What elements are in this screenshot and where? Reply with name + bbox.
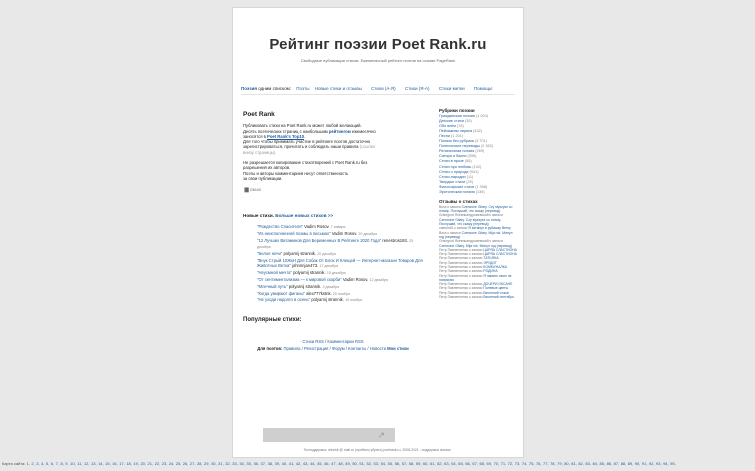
intro-line: Публиковать стихи на Poet Rank.ru может любой желающий. xyxy=(243,123,362,129)
page-link[interactable]: 5, xyxy=(45,461,50,466)
intro-line: зарегистрироваться, прочитать и соблюдать наши правила (ссылки xyxy=(243,144,375,150)
page-link[interactable]: 81, xyxy=(571,461,577,466)
page-link[interactable]: 66, xyxy=(465,461,471,466)
arrow-icon: ↗ xyxy=(377,430,385,440)
page-link[interactable]: 64, xyxy=(451,461,457,466)
page-link[interactable]: 94, xyxy=(663,461,669,466)
page-link[interactable]: 56, xyxy=(394,461,401,466)
page-link[interactable]: 10, xyxy=(70,461,76,466)
list-item[interactable]: Пейзажная лирика (432) xyxy=(439,129,483,134)
page-link[interactable]: 89, xyxy=(627,461,634,466)
page-link[interactable]: 17, xyxy=(119,461,125,466)
list-item[interactable]: Философские стихи (1 398) xyxy=(439,184,488,189)
list-item[interactable]: Эротическая поэзия (136) xyxy=(439,189,485,194)
list-item[interactable]: Религиозная поэзия (269) xyxy=(439,149,485,154)
page-link[interactable]: 24, xyxy=(168,461,175,466)
main-content xyxy=(243,108,423,352)
page-link[interactable]: 54, xyxy=(380,461,387,466)
page-link[interactable]: 4, xyxy=(41,461,45,466)
list-item: Петр Павленченко к записи ЦАРЯА СЛАСТИОНА xyxy=(439,247,517,252)
page-link[interactable]: 26, xyxy=(182,461,189,466)
list-item: "Не уходи надолго в осень" polyarnij strannik. 10 ноября xyxy=(257,297,362,303)
popular-poems-header: Популярные стихи: xyxy=(243,316,302,323)
page-link[interactable]: 68, xyxy=(479,461,486,466)
page-link[interactable]: 7, xyxy=(55,461,59,466)
page-link[interactable]: 50, xyxy=(352,461,358,466)
page-link[interactable]: 63, xyxy=(444,461,450,466)
nav-item-poets[interactable]: Поэты xyxy=(296,86,310,91)
list-item: "От сентиментализма — к мировой скорби" Vadim Rosov. 12 декабря xyxy=(257,276,389,282)
list-item: "Млечный путь" polyarnij strannik. 3 декабря xyxy=(257,283,340,289)
rss-poems-link[interactable]: Стихи RSS xyxy=(302,339,324,345)
list-item: vaksim16 к записи Я затянул в рубашку Ветку xyxy=(439,226,511,231)
intro-line: внизу страницы). xyxy=(243,149,277,155)
nav-item-za[interactable]: Стихи (Я-А) xyxy=(404,86,430,91)
page-link[interactable]: 91, xyxy=(641,461,648,466)
page-link[interactable]: 75, xyxy=(528,461,535,466)
list-item[interactable]: Стихи про любовь (102) xyxy=(439,164,482,169)
list-item: "Из неисполненной поэмы в письмах" Vadim Rosov. 20 декабря xyxy=(257,230,378,236)
site-map-pagination xyxy=(2,461,754,466)
list-item: "Белое ночи" polyarnij strannik. 20 декабря xyxy=(257,250,336,256)
page-link[interactable]: 30, xyxy=(211,461,217,466)
page-link[interactable]: 46, xyxy=(324,461,330,466)
list-item: Boss к записи Czerwone Gitary. Mija rok. Минул год (перевод) xyxy=(439,230,513,239)
page-link[interactable]: 90, xyxy=(634,461,641,466)
page-link[interactable]: 95, xyxy=(670,461,676,466)
page-link[interactable]: 92, xyxy=(648,461,655,466)
page-link[interactable]: 28, xyxy=(196,461,203,466)
page-link[interactable]: 11, xyxy=(77,461,83,466)
page-link[interactable]: 77, xyxy=(543,461,549,466)
pagination-list xyxy=(27,461,678,466)
page-link[interactable]: 67, xyxy=(472,461,478,466)
intro-text xyxy=(243,123,423,181)
nav-sep: одним списком: xyxy=(256,86,291,91)
page-link[interactable]: 9, xyxy=(65,461,69,466)
reviews-list xyxy=(439,205,517,300)
list-item: Петр Павленченко к записи Я память свою не напрягаю xyxy=(439,273,512,282)
page-link[interactable]: 79, xyxy=(557,461,563,466)
page-link[interactable]: 61, xyxy=(430,461,436,466)
page-link[interactable]: 12, xyxy=(83,461,90,466)
rubrics-list xyxy=(439,114,517,195)
page-link[interactable]: 39, xyxy=(274,461,281,466)
page-link[interactable]: 36, xyxy=(253,461,260,466)
notice-line: Не разрешается копирование стихотворений с Poet Rank.ru без xyxy=(243,160,368,166)
page-link[interactable]: 14, xyxy=(98,461,104,466)
sidebar xyxy=(439,108,517,299)
page-link[interactable]: 74, xyxy=(521,461,528,466)
page-link[interactable]: 2, xyxy=(31,461,35,466)
page-link[interactable]: 65, xyxy=(458,461,464,466)
page-link[interactable]: 49, xyxy=(345,461,351,466)
list-item: Петр Павленченко к записи ТАТЬЯНА xyxy=(439,256,499,261)
page-link[interactable]: 32, xyxy=(225,461,231,466)
page-link[interactable]: 88, xyxy=(620,461,627,466)
page-link[interactable]: 62, xyxy=(437,461,443,466)
page-link[interactable]: 84, xyxy=(592,461,599,466)
page-link[interactable]: 34, xyxy=(239,461,245,466)
page-link[interactable]: 52, xyxy=(366,461,373,466)
page-link[interactable]: 51, xyxy=(359,461,365,466)
list-item: Петр Павленченко к записи ДОЧЕРИ ОКСАНЕ xyxy=(439,282,513,287)
page-link[interactable]: 16, xyxy=(112,461,118,466)
intro-line: заносятся в Poet Rank's Top10. xyxy=(243,133,306,139)
list-item[interactable]: Детские стихи (35) xyxy=(439,119,472,124)
list-item[interactable]: Сатира и басни (396) xyxy=(439,154,477,159)
list-item[interactable]: Гражданская поэзия (1 004) xyxy=(439,114,488,119)
page-link[interactable]: 13, xyxy=(91,461,97,466)
list-item: "12 Лучших Витаминов Для Беременных В Рейтинге 2020 Года" renestros193. 25 декабря xyxy=(257,237,414,249)
rss-links: Стихи RSS / Комментарии RSS xyxy=(302,339,364,345)
chart-icon: ▐█ xyxy=(243,187,249,193)
page-link[interactable]: 55, xyxy=(387,461,394,466)
page-link[interactable]: 27, xyxy=(189,461,196,466)
list-item: Grisegord Ясевльандрсмевский к записи Czerwone Gitary. Czy słyszysz co mówię. Послушай, что скажу (перевод) xyxy=(439,213,503,227)
page-container xyxy=(232,7,524,458)
list-item: "Неусмной мечта" polyarnij strannik. 15 декабря xyxy=(257,269,346,275)
nav-item-new[interactable]: Новые стихи и отзывы xyxy=(314,86,362,91)
rating-link[interactable]: рейтингом xyxy=(328,128,351,134)
page-link[interactable]: 45, xyxy=(317,461,323,466)
page-link[interactable]: 43, xyxy=(302,461,309,466)
top10-link[interactable]: Poet Rank's Top10 xyxy=(267,133,305,139)
list-item[interactable]: Твердые стихи (29) xyxy=(439,179,473,184)
page-link[interactable]: 58, xyxy=(408,461,415,466)
page-link[interactable]: 37, xyxy=(260,461,267,466)
list-item[interactable]: Поэтические переводы (2 363) xyxy=(439,144,493,149)
page-link[interactable]: 93, xyxy=(656,461,662,466)
page-link[interactable]: 29, xyxy=(204,461,210,466)
page-link[interactable]: 47, xyxy=(331,461,337,466)
page-link[interactable]: 6, xyxy=(50,461,55,466)
page-link[interactable]: 40, xyxy=(281,461,288,466)
page-link[interactable]: 48, xyxy=(338,461,344,466)
page-link[interactable]: 73, xyxy=(514,461,521,466)
page-link[interactable]: 44, xyxy=(309,461,316,466)
notice-line: Поэты и авторы комментариев несут ответственность xyxy=(243,170,349,176)
page-link[interactable]: 41, xyxy=(288,461,295,466)
page-link[interactable]: 86, xyxy=(606,461,613,466)
intro-line: Для того чтобы принимать участие в рейтинге поэтов достаточно xyxy=(243,139,371,145)
page-link[interactable]: 18, xyxy=(126,461,132,466)
list-item[interactable]: Поэзия без рубрики (3 701) xyxy=(439,139,487,144)
nav-bar xyxy=(241,86,515,95)
page-link[interactable]: 15, xyxy=(105,461,111,466)
page-link[interactable]: 22, xyxy=(154,461,161,466)
page-link[interactable]: 20, xyxy=(140,461,147,466)
copyright: Техподдержка: rekvisit @ mail.ru (пробелы убрать) poetrank.ru, 2008-2021 - поддержка поэзии xyxy=(303,448,451,452)
page-link[interactable]: 82, xyxy=(578,461,584,466)
site-title: Рейтинг поэзии Poet Rank.ru xyxy=(269,36,487,53)
notice-line: разрешения их авторов. xyxy=(243,165,291,171)
page-link[interactable]: 78, xyxy=(550,461,556,466)
page-link[interactable]: 70, xyxy=(493,461,500,466)
page-link[interactable]: 83, xyxy=(585,461,591,466)
page-link[interactable]: 53, xyxy=(373,461,380,466)
page-link[interactable]: 1, xyxy=(26,461,30,466)
page-link[interactable]: 35, xyxy=(246,461,252,466)
page-link[interactable]: 76, xyxy=(535,461,542,466)
list-item[interactable]: Стихи о природе (941) xyxy=(439,169,479,174)
my-poems-link[interactable]: Мои стихи xyxy=(387,346,409,352)
notice-line: за свои публикации. xyxy=(243,175,283,181)
page-link[interactable]: 3, xyxy=(36,461,40,466)
visit-counter: ▐█ 23640 xyxy=(243,187,261,193)
page-link[interactable]: 31, xyxy=(218,461,224,466)
list-item: Петр Павленченко к записи Полевые цветы xyxy=(439,286,509,291)
page-link[interactable]: 59, xyxy=(415,461,422,466)
reviews-title: Отзывы о стихах xyxy=(439,198,478,204)
list-item[interactable]: Стихи в прозе (56) xyxy=(439,159,472,164)
for-authors: Для поэтов: Правила / Регистрация / Форум / Контакты / Новости Мои стихи xyxy=(257,346,409,352)
list-item[interactable]: Песни (1 201) xyxy=(439,134,464,139)
new-poems-list xyxy=(243,224,423,304)
page-link[interactable]: 42, xyxy=(295,461,302,466)
intro-line: Десять поэтических страниц с наибольшим рейтингом ежемесячно xyxy=(243,128,376,134)
list-item: Петр Павленченко к записи Весенний отзыв xyxy=(439,290,509,295)
site-subtitle: Свободные публикации стихов. Ежемесячный рейтинг поэтов на основе PageRank xyxy=(300,58,456,63)
authors-links[interactable]: Правила / Регистрация / Форум / Контакты / Новости xyxy=(283,346,386,352)
list-item[interactable]: Стихи-пародии (11) xyxy=(439,174,474,179)
list-item: Петр Павленченко к записи РОДИНА xyxy=(439,269,498,274)
footer-banner xyxy=(263,428,395,442)
page-link[interactable]: 80, xyxy=(564,461,570,466)
rubrics-title: Рубрики поэзии xyxy=(439,108,475,113)
page-link[interactable]: 69, xyxy=(486,461,493,466)
nav-selected[interactable]: Поэзия xyxy=(241,86,257,91)
page-link[interactable]: 72, xyxy=(507,461,514,466)
nav-item-help[interactable]: Помощь! xyxy=(473,86,493,91)
page-link[interactable]: 21, xyxy=(147,461,154,466)
page-link[interactable]: 57, xyxy=(401,461,408,466)
rss-comments-link[interactable]: Комментарии RSS xyxy=(327,339,364,345)
page-link[interactable]: 25, xyxy=(175,461,182,466)
more-new-poems-link[interactable]: Больше новых стихов >> xyxy=(275,212,334,218)
list-item[interactable]: Обо всём (78) xyxy=(439,124,464,129)
list-item: "Внук Стрый 10ЖкН Для Собак От Блох И Клещей — Интернет-магазин Товаров Для Животных Ветка" johnnnjan473. 17 декабря xyxy=(257,257,423,269)
page-title: Poet Rank xyxy=(243,111,275,118)
pagination-label: Карта сайта: xyxy=(2,461,26,466)
page-link[interactable]: 60, xyxy=(422,461,429,466)
list-item: Boss к записи Czerwone Gitary. Czy słyszysz co mówię. Послушай, что скажу (перевод) xyxy=(439,204,513,214)
list-item: Петр Павленченко к записи ЭРУДИТ xyxy=(439,260,497,265)
list-item: Петр Павленченко к записи ЦАРЯА СЛАСТИОНА xyxy=(439,252,517,257)
nav-item-az[interactable]: Стихи (А-Я) xyxy=(371,86,396,91)
page-link[interactable]: 8, xyxy=(60,461,64,466)
list-item: "Когда умирают фиганы" alex777kstnk. 20 ноября xyxy=(257,290,350,296)
new-poems-header: Новые стихи. Больше новых стихов >> xyxy=(243,212,334,218)
list-item: Петр Павленченко к записи КОММУНАЛКА xyxy=(439,265,508,269)
page-link[interactable]: 23, xyxy=(161,461,168,466)
page-link[interactable]: 87, xyxy=(613,461,620,466)
list-item: Петр Павленченко к записи Весенний сентябрь xyxy=(439,295,515,300)
page-link[interactable]: 38, xyxy=(267,461,274,466)
list-item: "Рождество Спасителя" Vadim Rosov. 7 января xyxy=(257,223,346,229)
list-item: Grisegord Ясевльандрсмевский к записи Czerwone Gitary. Mija rok. Минул год (перевод) xyxy=(439,239,512,248)
page-link[interactable]: 33, xyxy=(232,461,238,466)
nav-item-tags[interactable]: Стихи метки xyxy=(438,86,465,91)
page-link[interactable]: 71, xyxy=(500,461,507,466)
page-link[interactable]: 85, xyxy=(599,461,606,466)
page-link[interactable]: 19, xyxy=(133,461,139,466)
